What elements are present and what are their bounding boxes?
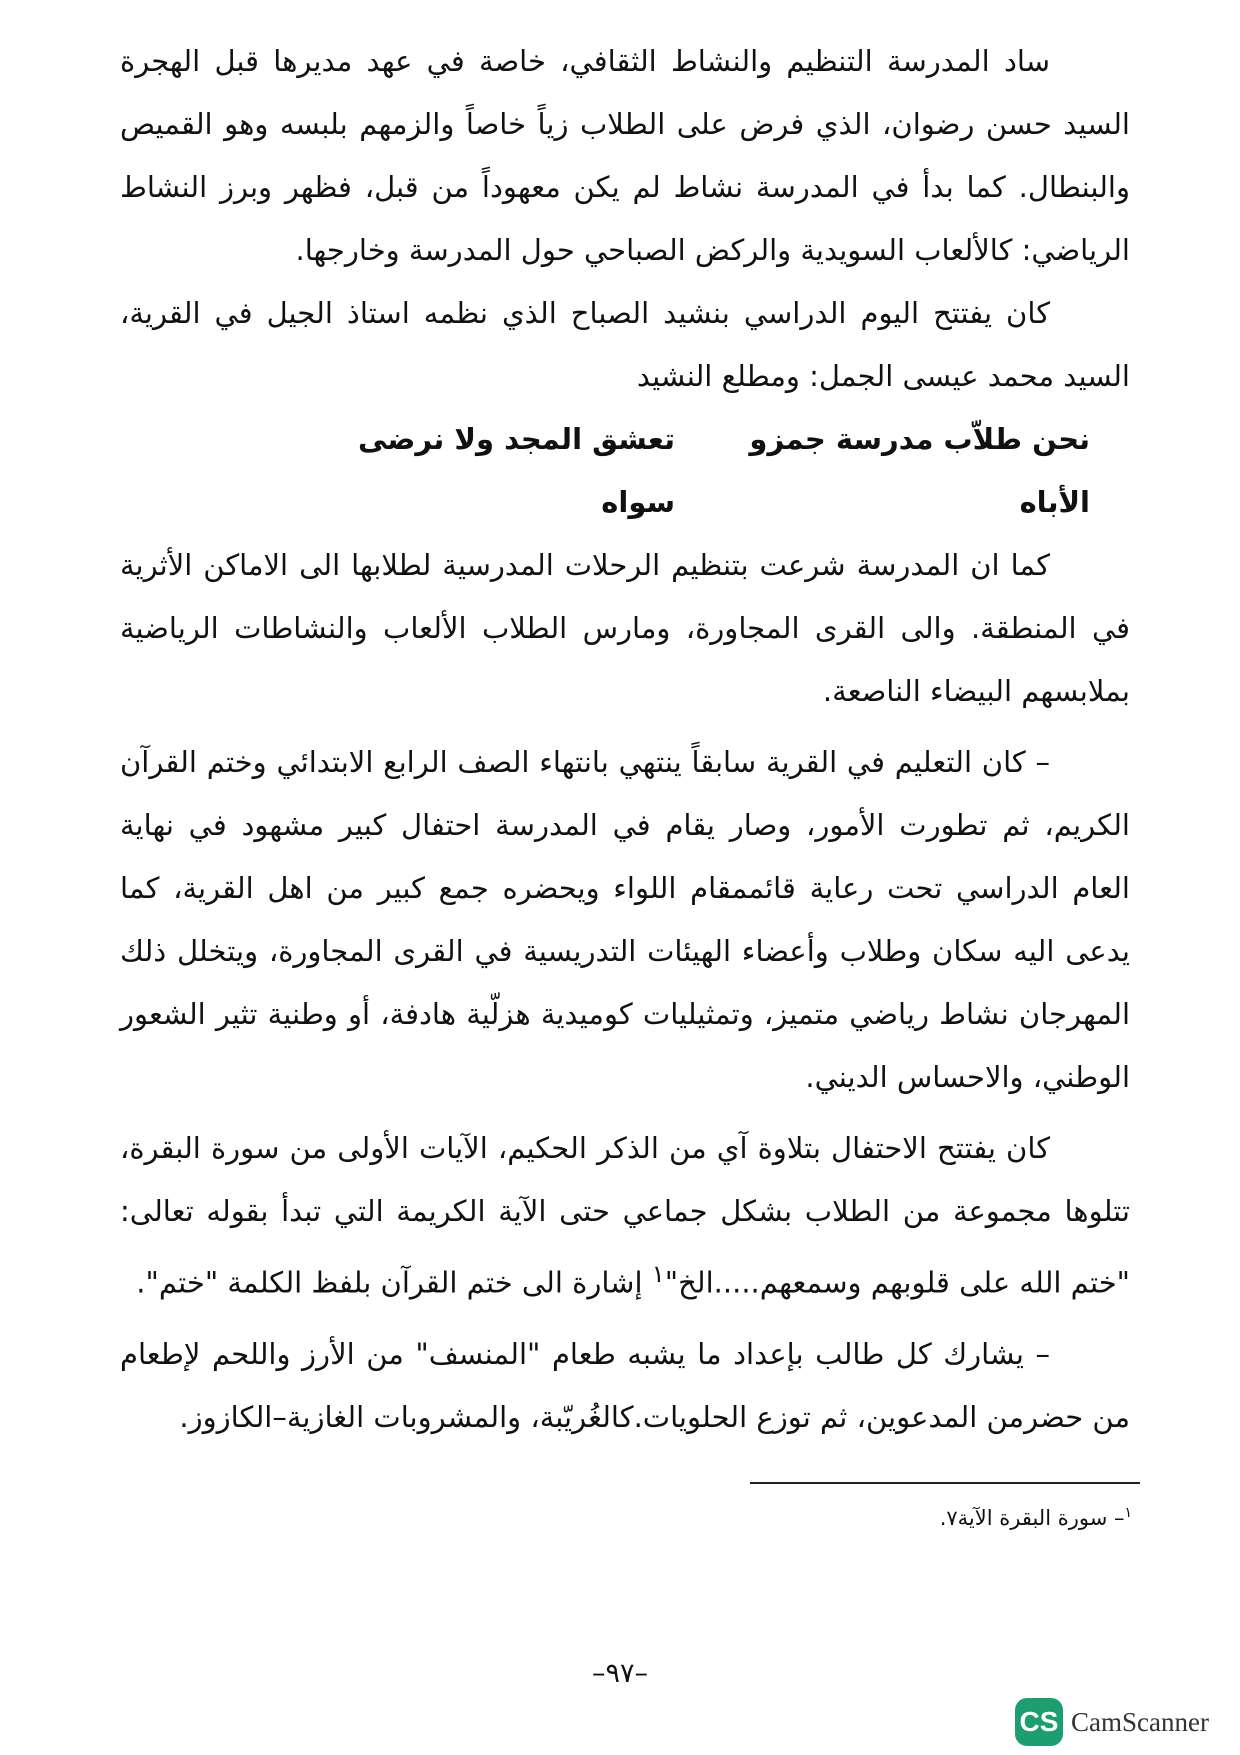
- anthem-verse: [120, 408, 1130, 534]
- paragraph-mansaf-meal: – يشارك كل طالب بإعداد ما يشبه طعام "المنسف" من الأرز واللحم لإطعام من حضرمن المدعوين، ثم توزع الحلويات.كالغُريّبة، والمشروبات الغازية–الكازوز.: [120, 1336, 1130, 1434]
- page-number: –٩٧–: [591, 1658, 648, 1689]
- footnote: [940, 1505, 1132, 1530]
- anthem-first-hemistich: نحن طلاّب مدرسة جمزو الأباه: [749, 422, 1090, 519]
- camscanner-logo-icon: CS: [1015, 1698, 1063, 1746]
- page-body: [120, 30, 1130, 1449]
- footnote-marker: ١: [1124, 1505, 1132, 1521]
- recitation-text-continued: إشارة الى ختم القرآن بلفظ الكلمة "ختم".: [136, 1265, 652, 1300]
- paragraph-graduation-ceremony: – كان التعليم في القرية سابقاً ينتهي بانتهاء الصف الرابع الابتدائي وختم القرآن الكريم، ثم تطورت الأمور، وصار يقام في المدرسة احتفال كبير مشهود في نهاية العام الدراسي تحت رعاية قائممقام اللواء ويحضره جمع كبير من اهل القرية، كما يدعى اليه سكان وطلاب وأعضاء الهيئات التدريسية في القرى المجاورة، ويتخلل ذلك المهرجان نشاط رياضي متميز، وتمثيليات كوميدية هزلّية هادفة، أو وطنية تثير الشعور الوطني، والاحساس الديني.: [120, 745, 1130, 1094]
- recitation-text: كان يفتتح الاحتفال بتلاوة آي من الذكر الحكيم، الآيات الأولى من سورة البقرة، تتلوها مجموعة من الطلاب بشكل جماعي حتى الآية الكريمة التي تبدأ بقوله تعالى: "ختم الله على قلوبهم وسمعهم.....الخ": [120, 1131, 1130, 1300]
- footnote-text: – سورة البقرة الآية٧.: [939, 1506, 1125, 1530]
- camscanner-watermark: [1015, 1698, 1209, 1746]
- footnote-reference: ١: [651, 1260, 665, 1288]
- footnote-separator: [750, 1482, 1140, 1484]
- paragraph-quran-recitation: [120, 1117, 1130, 1315]
- anthem-second-hemistich: تعشق المجد ولا نرضى سواه: [357, 422, 676, 519]
- paragraph-morning-anthem: كان يفتتح اليوم الدراسي بنشيد الصباح الذي نظمه استاذ الجيل في القرية، السيد محمد عيسى الجمل: ومطلع النشيد: [120, 296, 1130, 393]
- paragraph-school-organization: ساد المدرسة التنظيم والنشاط الثقافي، خاصة في عهد مديرها قبل الهجرة السيد حسن رضوان، الذي فرض على الطلاب زياً خاصاً والزمهم بلبسه وهو القميص والبنطال. كما بدأ في المدرسة نشاط لم يكن معهوداً من قبل، فظهر وبرز النشاط الرياضي: كالألعاب السويدية والركض الصباحي حول المدرسة وخارجها.: [120, 44, 1130, 267]
- paragraph-school-trips: كما ان المدرسة شرعت بتنظيم الرحلات المدرسية لطلابها الى الاماكن الأثرية في المنطقة. والى القرى المجاورة، ومارس الطلاب الألعاب والنشاطات الرياضية بملابسهم البيضاء الناصعة.: [120, 548, 1130, 708]
- camscanner-name: CamScanner: [1071, 1706, 1209, 1737]
